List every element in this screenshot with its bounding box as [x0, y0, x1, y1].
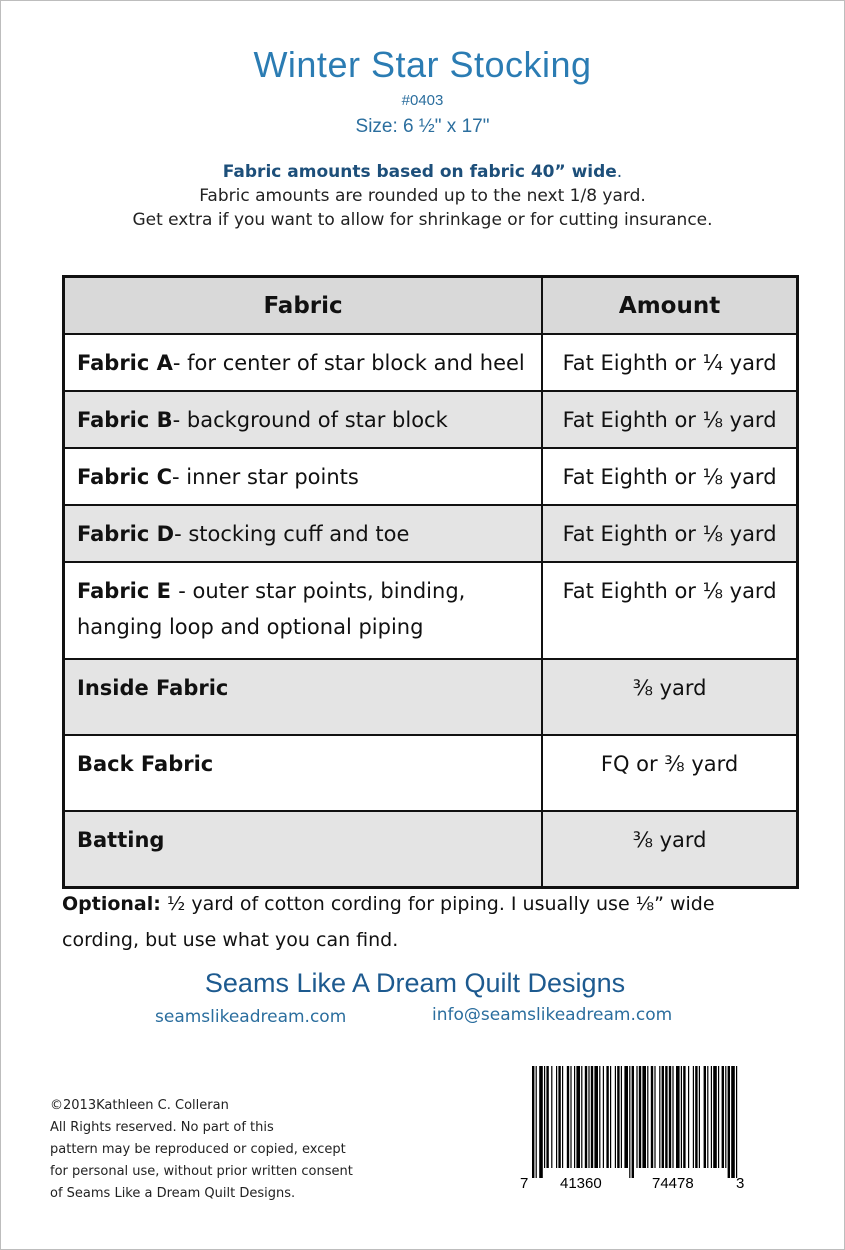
barcode-bar [736, 1066, 737, 1178]
amount-cell: Fat Eighth or ¼ yard [542, 334, 797, 391]
fabric-cell [64, 505, 543, 562]
barcode-bar [699, 1066, 700, 1168]
fabric-name: Back Fabric [77, 752, 214, 776]
barcode-bar [570, 1066, 571, 1168]
barcode-bar [642, 1066, 646, 1168]
fabric-cell [64, 659, 543, 735]
barcode-bar [707, 1066, 708, 1168]
barcode-bar [704, 1066, 706, 1168]
barcode-bar [621, 1066, 622, 1168]
fabric-table [62, 275, 799, 889]
size-line [0, 116, 845, 138]
fabric-cell [64, 811, 543, 887]
barcode-bar [662, 1066, 664, 1168]
barcode-bar [651, 1066, 653, 1168]
barcode-bar [599, 1066, 600, 1168]
barcode-bar [683, 1066, 685, 1168]
barcode-bars [532, 1066, 737, 1178]
barcode-bar [731, 1066, 735, 1178]
barcode-bar [711, 1066, 712, 1168]
barcode-group-1: 41360 [560, 1175, 602, 1192]
barcode-bar [574, 1066, 575, 1168]
barcode-bar [659, 1066, 660, 1168]
fabric-width-note-period: . [616, 162, 623, 182]
fabric-name: Inside Fabric [77, 676, 229, 700]
pattern-title: Winter Star Stocking [253, 44, 592, 85]
barcode-bar [588, 1066, 589, 1168]
table-row [64, 505, 798, 562]
fabric-cell [64, 562, 543, 659]
barcode-bar [591, 1066, 593, 1168]
barcode-bar [606, 1066, 608, 1168]
copyright-line: for personal use, without prior written consent [50, 1164, 353, 1179]
barcode-bar [624, 1066, 628, 1168]
amount-cell: Fat Eighth or ⅛ yard [542, 448, 797, 505]
amount-cell: Fat Eighth or ⅛ yard [542, 562, 797, 659]
barcode-bar [562, 1066, 563, 1168]
barcode-bar [639, 1066, 641, 1168]
barcode-bar [594, 1066, 598, 1168]
copyright-line: All Rights reserved. No part of this [50, 1120, 274, 1135]
table-row [64, 735, 798, 811]
size-half: ½ [418, 116, 435, 137]
barcode-bar [669, 1066, 671, 1168]
fabric-desc: - for center of star block and heel [172, 351, 525, 375]
barcode-bar [676, 1066, 680, 1168]
copyright-block [50, 1095, 390, 1205]
barcode-bar [713, 1066, 717, 1168]
fabric-width-note-text: Fabric amounts based on fabric 40” wide [222, 162, 617, 182]
amount-cell: ⅜ yard [542, 811, 797, 887]
fabric-name: Fabric B [77, 408, 173, 432]
fabric-cell [64, 735, 543, 811]
barcode-bar [617, 1066, 619, 1168]
barcode-bar [665, 1066, 667, 1168]
fabric-width-note [0, 162, 845, 182]
size-prefix: Size: 6 [355, 116, 419, 137]
barcode-bar [539, 1066, 543, 1178]
barcode-bar [654, 1066, 655, 1168]
barcode-bar [576, 1066, 580, 1168]
barcode-bar [647, 1066, 648, 1168]
fabric-name: Batting [77, 828, 165, 852]
barcode-bar [551, 1066, 552, 1168]
amount-cell: FQ or ⅜ yard [542, 735, 797, 811]
barcode-bar [556, 1066, 557, 1168]
fabric-desc: - outer star points, binding, hanging loop and optional piping [77, 579, 466, 639]
barcode-bar [688, 1066, 689, 1168]
copyright-line: pattern may be reproduced or copied, except [50, 1142, 346, 1157]
fabric-desc: - background of star block [172, 408, 448, 432]
barcode-bar [558, 1066, 560, 1168]
barcode [512, 1060, 752, 1200]
optional-label: Optional: [62, 893, 161, 915]
table-row [64, 391, 798, 448]
header-amount: Amount [542, 277, 797, 335]
fabric-cell [64, 334, 543, 391]
amount-cell: Fat Eighth or ⅛ yard [542, 391, 797, 448]
header-fabric: Fabric [64, 277, 543, 335]
barcode-bar [544, 1066, 545, 1168]
barcode-bar [615, 1066, 616, 1168]
barcode-bar [603, 1066, 604, 1168]
barcode-bar [532, 1066, 534, 1178]
fabric-name: Fabric D [77, 522, 175, 546]
barcode-bar [610, 1066, 611, 1168]
barcode-bar [728, 1066, 730, 1178]
email-link[interactable]: info@seamslikeadream.com [432, 1005, 673, 1025]
copyright-line: of Seams Like a Dream Quilt Designs. [50, 1186, 296, 1201]
barcode-bar [546, 1066, 548, 1168]
barcode-group-2: 74478 [652, 1175, 694, 1192]
barcode-bar [581, 1066, 582, 1168]
fabric-name: Fabric C [77, 465, 173, 489]
copyright-line: ©2013Kathleen C. Colleran [50, 1098, 229, 1113]
barcode-bar [567, 1066, 569, 1168]
table-row [64, 811, 798, 887]
barcode-bar [629, 1066, 630, 1178]
optional-note [62, 886, 762, 958]
barcode-bar [722, 1066, 724, 1168]
rounding-note: Fabric amounts are rounded up to the next 1/8 yard. [199, 186, 646, 206]
barcode-bar [693, 1066, 694, 1168]
barcode-bar [636, 1066, 637, 1168]
barcode-bar [718, 1066, 719, 1168]
fabric-desc: - stocking cuff and toe [174, 522, 410, 546]
amount-cell: ⅜ yard [542, 659, 797, 735]
barcode-bar [632, 1066, 634, 1178]
fabric-desc: - inner star points [172, 465, 359, 489]
barcode-bar [695, 1066, 697, 1168]
amount-cell: Fat Eighth or ⅛ yard [542, 505, 797, 562]
fabric-cell [64, 391, 543, 448]
optional-text: ½ yard of cotton cording for piping. I usually use ⅛” wide cording, but use what you can find. [62, 893, 715, 951]
fabric-name: Fabric A [77, 351, 173, 375]
size-suffix: " x 17" [434, 116, 490, 137]
table-header-row [64, 277, 798, 335]
website-link[interactable]: seamslikeadream.com [155, 1007, 347, 1027]
barcode-bar [681, 1066, 682, 1168]
fabric-cell [64, 448, 543, 505]
table-row [64, 448, 798, 505]
barcode-bar [536, 1066, 537, 1178]
pattern-number: #0403 [401, 92, 444, 109]
company-name: Seams Like A Dream Quilt Designs [204, 968, 626, 998]
table-row [64, 659, 798, 735]
barcode-bar [585, 1066, 587, 1168]
barcode-digit-first: 7 [520, 1175, 529, 1192]
table-row [64, 562, 798, 659]
barcode-bar [672, 1066, 673, 1168]
table-row [64, 334, 798, 391]
fabric-name: Fabric E [77, 579, 179, 603]
extra-note: Get extra if you want to allow for shrinkage or for cutting insurance. [132, 210, 713, 230]
barcode-digit-last: 3 [736, 1175, 745, 1192]
barcode-bar [725, 1066, 726, 1168]
